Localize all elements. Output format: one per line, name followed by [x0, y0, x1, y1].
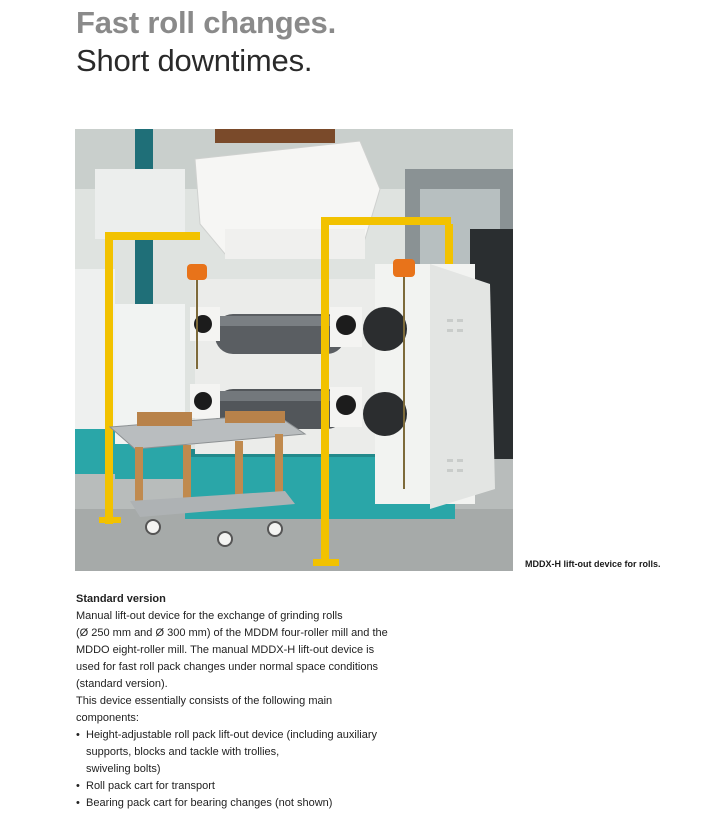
section-title: Standard version — [76, 593, 166, 605]
list-item — [76, 778, 436, 795]
description-line: (standard version). — [76, 678, 168, 690]
list-item — [76, 727, 436, 778]
description-paragraph — [76, 608, 436, 693]
standard-version-section — [76, 591, 436, 812]
components-intro-line: components: — [76, 712, 139, 724]
list-item-line: supports, blocks and tackle with trollies, — [86, 746, 280, 758]
page-headline — [76, 4, 336, 80]
list-item-line: • Height-adjustable roll pack lift-out device (including auxiliary — [86, 729, 378, 741]
components-list — [76, 727, 436, 812]
list-item-line: swiveling bolts) — [86, 763, 161, 775]
description-line: used for fast roll pack changes under normal space conditions — [76, 661, 379, 673]
product-photo — [75, 129, 513, 571]
description-line: Manual lift-out device for the exchange of grinding rolls — [76, 610, 343, 622]
roller-mill-lift-out-illustration — [75, 129, 513, 571]
headline-line-1: Fast roll changes. — [76, 5, 336, 40]
list-item-line: • Roll pack cart for transport — [86, 780, 215, 792]
list-item-line: • Bearing pack cart for bearing changes (not shown) — [86, 797, 333, 809]
components-intro-line: This device essentially consists of the following main — [76, 695, 333, 707]
components-intro — [76, 693, 436, 727]
headline-line-2: Short downtimes. — [76, 43, 313, 78]
description-line: (Ø 250 mm and Ø 300 mm) of the MDDM four-roller mill and the — [76, 627, 388, 639]
description-line: MDDO eight-roller mill. The manual MDDX-H lift-out device is — [76, 644, 375, 656]
photo-caption: MDDX-H lift-out device for rolls. — [525, 559, 661, 569]
list-item — [76, 795, 436, 812]
